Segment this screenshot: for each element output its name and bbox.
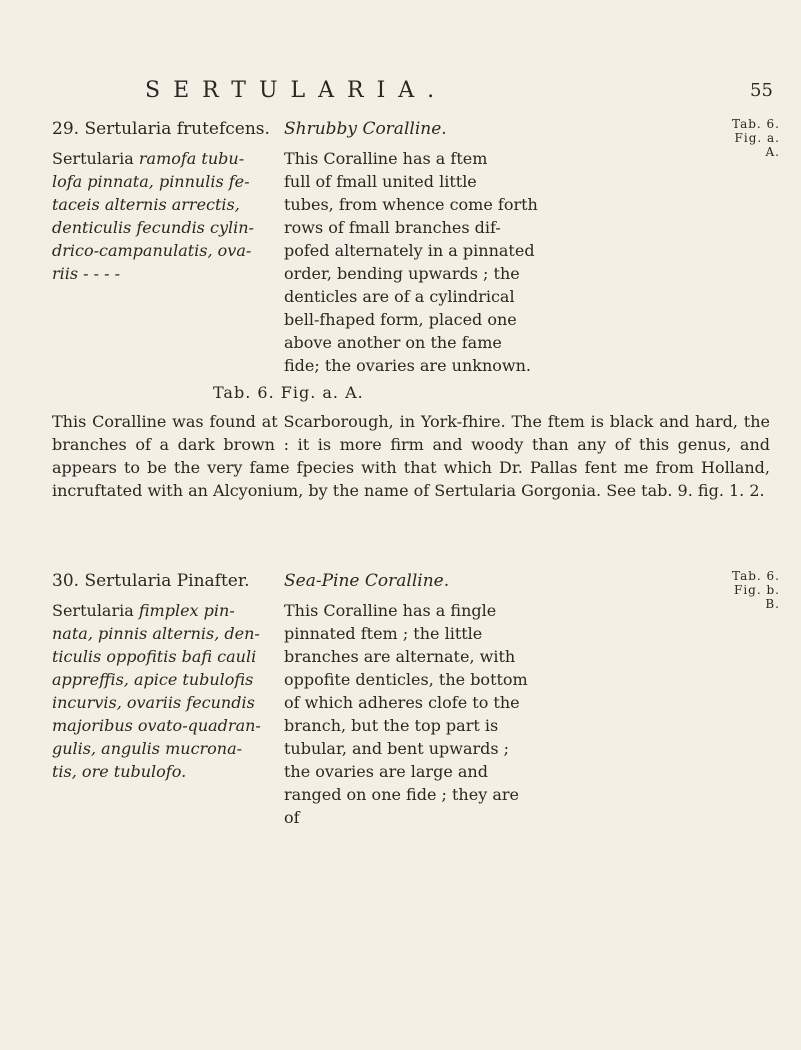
- description-line: full of fmall united little: [284, 172, 477, 191]
- description-line: the ovaries are large and: [284, 762, 488, 781]
- description-line: rows of fmall branches dif-: [284, 218, 501, 237]
- description-line: pofed alternately in a pinnated: [284, 241, 535, 260]
- latin-lead: Sertularia: [52, 601, 134, 620]
- figure-caption: Tab. 6. Fig. a. A.: [213, 383, 364, 402]
- english-description: [284, 599, 684, 829]
- latin-line: gulis, angulis mucrona-: [52, 739, 243, 758]
- tab-label: Tab. 6.: [732, 569, 780, 583]
- entry-title: 30. Sertularia Pinafter.: [52, 571, 250, 591]
- latin-line: fimplex pin-: [138, 601, 235, 620]
- description-line: branches are alternate, with: [284, 647, 516, 666]
- description-line: ranged on one fide ; they are: [284, 785, 519, 804]
- tab-label: Tab. 6.: [732, 117, 780, 131]
- latin-line: riis - - - -: [52, 264, 121, 283]
- latin-line: ticulis oppofitis bafi cauli: [52, 647, 257, 666]
- latin-line: tis, ore tubulofo.: [52, 762, 187, 781]
- latin-line: lofa pinnata, pinnulis fe-: [52, 172, 250, 191]
- description-line: tubular, and bent upwards ;: [284, 739, 510, 758]
- latin-line: ramofa tubu-: [138, 149, 245, 168]
- description-line: of: [284, 808, 300, 827]
- latin-line: majoribus ovato-quadran-: [52, 716, 261, 735]
- tab-reference: [690, 117, 780, 159]
- description-line: order, bending upwards ; the: [284, 264, 520, 283]
- fig-letter: A.: [765, 145, 780, 159]
- description-line: This Coralline has a fingle: [284, 601, 497, 620]
- description-line: oppofite denticles, the bottom: [284, 670, 528, 689]
- common-name: Sea-Pine Coralline.: [284, 571, 450, 591]
- fig-letter: B.: [765, 597, 780, 611]
- latin-lead: Sertularia: [52, 149, 134, 168]
- latin-line: taceis alternis arrectis,: [52, 195, 240, 214]
- page-number: 55: [750, 80, 773, 101]
- latin-line: incurvis, ovariis fecundis: [52, 693, 255, 712]
- latin-line: appreffis, apice tubulofis: [52, 670, 254, 689]
- description-line: pinnated ftem ; the little: [284, 624, 483, 643]
- description-line: above another on the fame: [284, 333, 502, 352]
- running-head: SERTULARIA.: [145, 78, 448, 103]
- description-line: tubes, from whence come forth: [284, 195, 538, 214]
- fig-label: Fig. b.: [734, 583, 780, 597]
- latin-description: [52, 147, 272, 285]
- latin-description: [52, 599, 272, 783]
- description-line: fide; the ovaries are unknown.: [284, 356, 531, 375]
- fig-label: Fig. a.: [734, 131, 780, 145]
- common-name: Shrubby Coralline.: [284, 119, 447, 139]
- tab-reference: [690, 569, 780, 611]
- description-line: bell-fhaped form, placed one: [284, 310, 517, 329]
- latin-line: drico-campanulatis, ova-: [52, 241, 252, 260]
- habitat-paragraph: This Coralline was found at Scarborough, in York-fhire. The ftem is black and hard, the branches of a dark brown : it is more firm and woody than any of this genus, and appears to be the very fame fpecies with that which Dr. Pallas fent me from Holland, incruftated with an Alcyonium, by the name of Sertularia Gorgonia. See tab. 9. fig. 1. 2.: [52, 412, 770, 500]
- latin-line: denticulis fecundis cylin-: [52, 218, 254, 237]
- description-line: of which adheres clofe to the: [284, 693, 520, 712]
- latin-line: nata, pinnis alternis, den-: [52, 624, 260, 643]
- entry-title: 29. Sertularia frutefcens.: [52, 119, 270, 139]
- description-line: This Coralline has a ftem: [284, 149, 488, 168]
- english-description: [284, 147, 684, 377]
- description-line: denticles are of a cylindrical: [284, 287, 515, 306]
- description-line: branch, but the top part is: [284, 716, 499, 735]
